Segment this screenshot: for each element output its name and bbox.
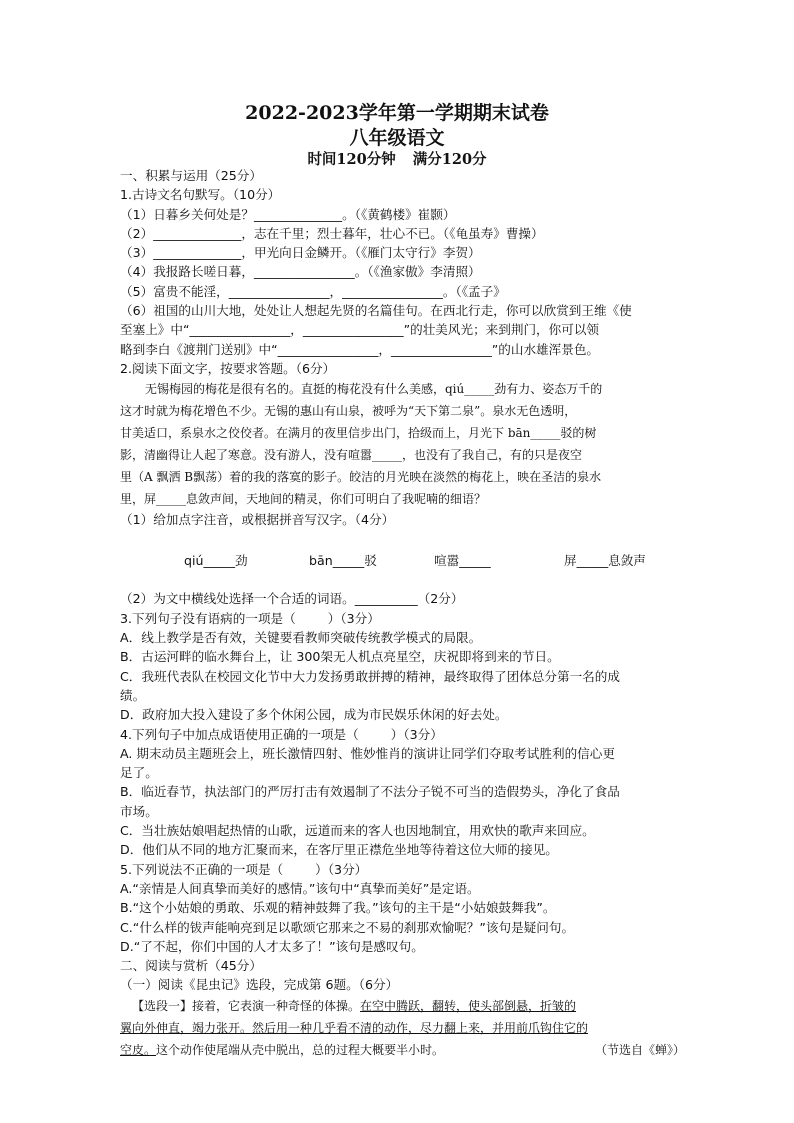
excerpt-line: 空皮。这个动作使尾端从壳中脱出，总的过程大概要半小时。 （节选自《蝉》） — [120, 1039, 685, 1061]
poem-item: （6）祖国的山川大地，处处让人想起先贤的名篇佳句。在西北行走，你可以欣赏到王维《使 — [120, 303, 632, 319]
option: A.“亲情是人间真挚而美好的感情。”该句中“真挚而美好”是定语。 — [120, 880, 480, 896]
exam-score: 满分120分 — [412, 151, 487, 168]
excerpt-source: （节选自《蝉》） — [594, 1042, 685, 1057]
excerpt-line: 翼向外伸直，竭力张开。然后用一种几乎看不清的动作，尽力翻上来，并用前爪钩住它的 — [120, 1020, 589, 1035]
poem-item: （2）______________，志在千里；烈士暮年，壮心不已。（《龟虽寿》曹操） — [120, 225, 544, 241]
exam-title: 2022-2023学年第一学期期末试卷 — [245, 102, 549, 124]
reading-passage — [120, 378, 685, 510]
option: D．他们从不同的地方汇聚而来，在客厅里正襟危坐地等待着这位大师的接见。 — [120, 842, 558, 858]
poem-item: （3）______________，甲光向日金鳞开。（《雁门太守行》李贺） — [120, 245, 481, 261]
excerpt-label: 【选段一】 — [132, 998, 193, 1013]
option: A. 期末动员主题班会上，班长激情四射、惟妙惟肖的演讲让同学们夺取考试胜利的信心更 — [120, 745, 615, 761]
exam-subtitle: 八年级语文 — [349, 127, 445, 149]
sub-question: （2）为文中横线处选择一个合适的词语。__________（2分） — [120, 591, 464, 607]
passage-line: 这才时就为梅花增色不少。无锡的惠山有山泉，被呼为“天下第二泉”。泉水无色透明， — [120, 404, 577, 419]
option: C．当壮族姑娘唱起热情的山歌，远道而来的客人也因地制宜，用欢快的歌声来回应。 — [120, 823, 595, 839]
section-heading: 二、阅读与赏析（45分） — [120, 958, 262, 974]
underlined-text: 在空中腾跃，翻转，使头部倒悬，折皱的 — [360, 998, 577, 1013]
option: A．线上教学是否有效，关键要看教师突破传统教学模式的局限。 — [120, 630, 482, 646]
pinyin-item: bān_____驳 — [309, 552, 377, 568]
pinyin-row — [120, 532, 685, 590]
pinyin-item: 屏_____息敛声 — [564, 552, 646, 568]
poem-item: （1）日暮乡关何处是？______________。（《黄鹤楼》崔颢） — [120, 206, 456, 222]
passage-line: 里，屏_____息敛声间，天地间的精灵，你们可明白了我呢喃的细语？ — [120, 492, 487, 507]
option: C．我班代表队在校园文化节中大力发扬勇敢拼搏的精神，最终取得了团体总分第一名的成 — [120, 668, 620, 684]
question-stem: 5.下列说法不正确的一项是（ ）（3分） — [120, 861, 368, 877]
passage-line: 甘美适口，系泉水之佼佼者。在满月的夜里信步出门，拾级而上，月光下 bān_____驳的树 — [120, 426, 597, 441]
exam-body — [120, 166, 685, 1061]
excerpt — [120, 995, 685, 1061]
passage-line: 影，清幽得让人起了寒意。没有游人，没有喧嚣_____，也没有了我自己，有的只是夜空 — [120, 448, 583, 463]
passage-line: 无锡梅园的梅花是很有名的。直挺的梅花没有什么美感，qiú_____劲有力、姿态万千的 — [145, 382, 603, 397]
option: D.“了不起，你们中国的人才太多了！”该句是感叹句。 — [120, 938, 424, 954]
option: C.“什么样的钹声能响亮到足以歌颂它那来之不易的刹那欢愉呢？”该句是疑问句。 — [120, 919, 575, 935]
passage-line: 里（A 飘洒 B飘荡）着的我的落寞的影子。皎洁的月光映在淡然的梅花上，映在圣洁的泉水 — [120, 470, 602, 485]
option: 足了。 — [120, 765, 158, 781]
poem-item: （4）我报路长嗟日暮，________________。（《渔家傲》李清照） — [120, 264, 481, 280]
section-heading: 一、积累与运用（25分） — [120, 168, 262, 183]
question-stem: 4.下列句子中加点成语使用正确的一项是（ ）（3分） — [120, 726, 443, 742]
question-stem: 1.古诗文名句默写。（10分） — [120, 187, 281, 203]
underlined-text: 空皮。 — [120, 1042, 157, 1057]
sub-question: （1）给加点字注音，或根据拼音写汉字。（4分） — [120, 512, 395, 528]
poem-item: （5）富贵不能淫，________________，________________。（《孟子》 — [120, 283, 506, 299]
option: 市场。 — [120, 803, 158, 819]
option: B．临近春节，执法部门的严厉打击有效遏制了不法分子锐不可当的造假势头，净化了食品 — [120, 784, 620, 800]
option: B.“这个小姑娘的勇敢、乐观的精神鼓舞了我。”该句的主干是“小姑娘鼓舞我”。 — [120, 900, 556, 916]
question-stem: 2.阅读下面文字，按要求答题。（6分） — [120, 360, 336, 376]
pinyin-item: qiú_____劲 — [184, 552, 248, 568]
question-stem: 3.下列句子没有语病的一项是（ ）（3分） — [120, 610, 380, 626]
excerpt-line: 【选段一】接着，它表演一种奇怪的体操。在空中腾跃，翻转，使头部倒悬，折皱的 — [132, 998, 577, 1013]
poem-item: 至塞上》中“________________，________________”的壮美风光；来到荆门，你可以领 — [120, 322, 600, 338]
reading-part-stem: （一）阅读《昆虫记》选段，完成第 6题。（6分） — [120, 977, 399, 993]
option: 绩。 — [120, 687, 146, 703]
exam-time: 时间120分钟 — [307, 151, 396, 168]
option: D．政府加大投入建设了多个休闲公园，成为市民娱乐休闲的好去处。 — [120, 707, 508, 723]
pinyin-item: 喧嚣_____ — [434, 552, 491, 568]
poem-item: 略到李白《渡荆门送别》中“________________，________________”的山水雄浑景色。 — [120, 341, 600, 357]
option: B．古运河畔的临水舞台上，让 300架无人机点亮星空，庆祝即将到来的节日。 — [120, 649, 560, 665]
